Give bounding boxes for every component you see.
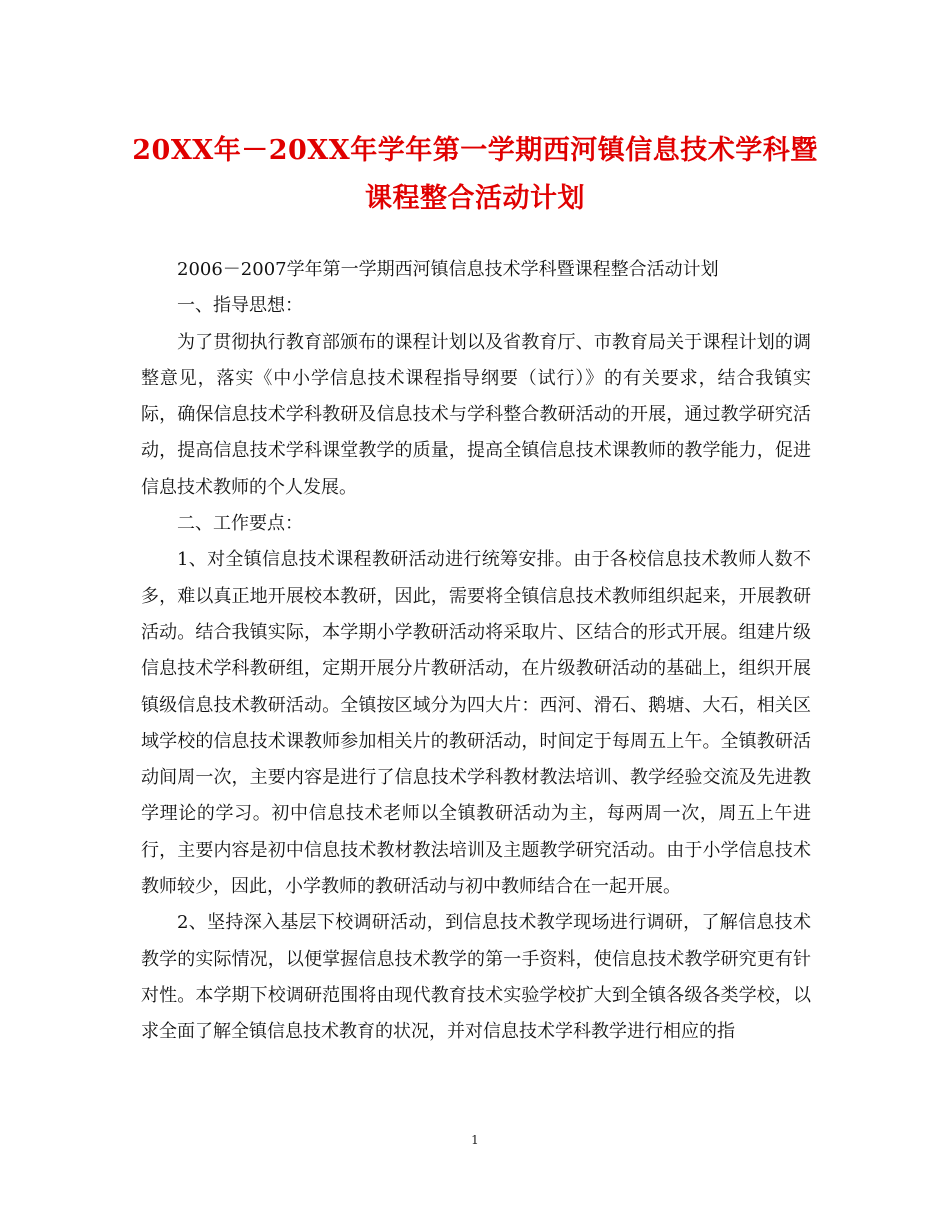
section-heading-guiding-thought: 一、指导思想： [177, 295, 303, 317]
paragraph-subtitle: 2006－2007学年第一学期西河镇信息技术学科暨课程整合活动计划 [177, 259, 719, 280]
section-heading-work-points: 二、工作要点： [177, 513, 303, 535]
document-title: 20XX年－20XX年学年第一学期西河镇信息技术学科暨课程整合活动计划 [132, 135, 818, 214]
paragraph-work-point-2: 2、坚持深入基层下校调研活动，到信息技术教学现场进行调研，了解信息技术教学的实际情况，以便掌握信息技术教学的第一手资料，使信息技术教学研究更有针对性。本学期下校调研范围将由现代教育技术实验学校扩大到全镇各级各类学校，以求全面了解全镇信息技术教育的状况，并对信息技术学科教学进行相应的指 [141, 912, 811, 1043]
document-body [141, 252, 811, 1051]
page-number: 1 [471, 1133, 479, 1147]
paragraph-guiding-thought: 为了贯彻执行教育部颁布的课程计划以及省教育厅、市教育局关于课程计划的调整意见，落实《中小学信息技术课程指导纲要（试行）》的有关要求，结合我镇实际，确保信息技术学科教研及信息技术与学科整合教研活动的开展，通过教学研究活动，提高信息技术学科课堂教学的质量，提高全镇信息技术课教师的教学能力，促进信息技术教师的个人发展。 [141, 331, 811, 498]
paragraph-work-point-1: 1、对全镇信息技术课程教研活动进行统筹安排。由于各校信息技术教师人数不多，难以真正地开展校本教研，因此，需要将全镇信息技术教师组织起来，开展教研活动。结合我镇实际，本学期小学教研活动将采取片、区结合的形式开展。组建片级信息技术学科教研组，定期开展分片教研活动，在片级教研活动的基础上，组织开展镇级信息技术教研活动。全镇按区域分为四大片：西河、滑石、鹅塘、大石，相关区域学校的信息技术课教师参加相关片的教研活动，时间定于每周五上午。全镇教研活动间周一次，主要内容是进行了信息技术学科教材教法培训、教学经验交流及先进教学理论的学习。初中信息技术老师以全镇教研活动为主，每两周一次，周五上午进行，主要内容是初中信息技术教材教法培训及主题教学研究活动。由于小学信息技术教师较少，因此，小学教师的教研活动与初中教师结合在一起开展。 [141, 549, 811, 898]
